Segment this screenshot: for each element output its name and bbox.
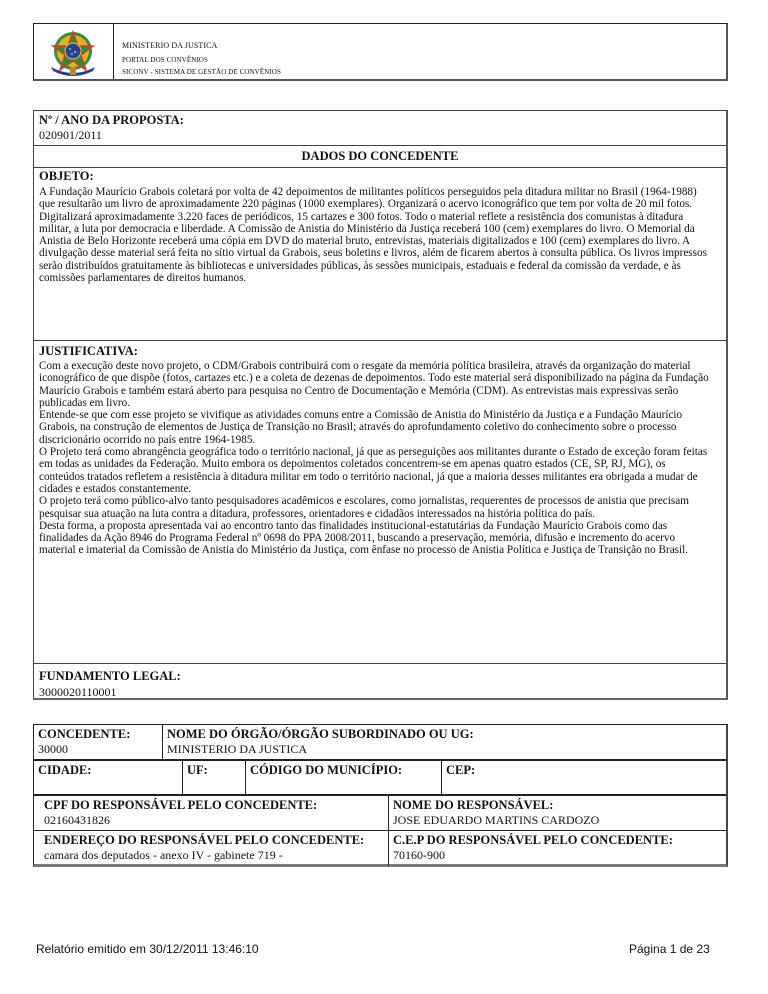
justificativa-row bbox=[34, 340, 726, 664]
fundamento-value: 3000020110001 bbox=[39, 685, 117, 699]
concedente-value: 30000 bbox=[38, 742, 68, 756]
nome-responsavel-value: JOSE EDUARDO MARTINS CARDOZO bbox=[393, 813, 600, 827]
page-number: Página 1 de 23 bbox=[629, 942, 710, 956]
justificativa-label: JUSTIFICATIVA: bbox=[39, 344, 138, 358]
endereco-cell bbox=[34, 831, 389, 866]
cep-label: CEP: bbox=[446, 763, 476, 777]
brazil-coat-of-arms-icon bbox=[43, 29, 103, 77]
nome-responsavel-label: NOME DO RESPONSÁVEL: bbox=[393, 798, 554, 812]
cpf-label: CPF DO RESPONSÁVEL PELO CONCEDENTE: bbox=[44, 798, 318, 812]
objeto-text bbox=[39, 186, 712, 284]
system-name: SICONV - SISTEMA DE GESTÃO DE CONVÊNIOS bbox=[122, 68, 281, 76]
cep-responsavel-value: 70160-900 bbox=[393, 848, 445, 862]
codigo-municipio-cell bbox=[246, 761, 442, 796]
report-header bbox=[33, 23, 728, 81]
section-title: DADOS DO CONCEDENTE bbox=[301, 149, 459, 163]
section-title-row bbox=[34, 145, 726, 168]
logo-cell bbox=[34, 24, 114, 79]
endereco-value: camara dos deputados - anexo IV - gabinete 719 - bbox=[44, 848, 283, 862]
concedente-label: CONCEDENTE: bbox=[38, 727, 131, 741]
cidade-label: CIDADE: bbox=[38, 763, 92, 777]
cidade-cell bbox=[34, 761, 183, 796]
justificativa-paragraph: Entende-se que com esse projeto se vivifique as atividades comuns entre a Comissão de Anistia do Ministério da Justiça e a Fundação Maurício Grabois, na construção de elementos de Justiça de Transição no Brasil; através do aprofundamento coletivo do conhecimento sobre o processo discricionário ocorrido no país entre 1964-1985. bbox=[39, 409, 683, 446]
justificativa-paragraph: O Projeto terá como abrangência geográfica todo o território nacional, já que as perseguições aos militantes durante o Estado de exceção foram feitas em todas as unidades da Federação. Muito embora os depoimentos coletados concentrem-se em apenas quatro estados (CE, SP, RJ, MG), os conteúdos tratados refletem a resistência à ditadura militar em todo o território nacional, já que a maioria desses militantes era obrigada a mudar de cidades e estados constantemente. bbox=[39, 446, 708, 495]
portal-name: PORTAL DOS CONVÊNIOS bbox=[122, 56, 208, 64]
ministry-name: MINISTERIO DA JUSTICA bbox=[122, 41, 218, 50]
proposal-details-table bbox=[33, 110, 728, 700]
justificativa-paragraph: Com a execução deste novo projeto, o CDM/Grabois contribuirá com o resgate da memória política brasileira, através da organização do material iconográfico de que dispõe (fotos, cartazes etc.) e a coleta de dezenas de depoimentos. Todo este material será disponibilizado na página da Fundação Maurício Grabois e também estará aberto para pesquisa no Centro de Documentação e Memória (CDM). As entrevistas mais expressivas serão publicadas em livro. bbox=[39, 360, 709, 409]
cpf-cell bbox=[34, 796, 389, 831]
orgao-cell bbox=[163, 725, 726, 761]
endereco-label: ENDEREÇO DO RESPONSÁVEL PELO CONCEDENTE: bbox=[44, 833, 365, 847]
cep-cell bbox=[442, 761, 726, 796]
orgao-label: NOME DO ÓRGÃO/ÓRGÃO SUBORDINADO OU UG: bbox=[167, 727, 474, 741]
proposta-label: Nº / ANO DA PROPOSTA: bbox=[39, 113, 184, 127]
nome-responsavel-cell bbox=[389, 796, 726, 831]
cep-responsavel-cell bbox=[389, 831, 726, 866]
fundamento-label: FUNDAMENTO LEGAL: bbox=[39, 669, 181, 683]
objeto-paragraph: A Fundação Maurício Grabois coletará por volta de 42 depoimentos de militantes políticos perseguidos pela ditadura militar no Brasil (1964-1988) que resultarão um livro de aproximadamente 220 páginas (1000 exemplares). Organizará o acervo iconográfico que tem por volta de 20 mil fotos. Digitalizará aproximadamente 3.220 faces de periódicos, 15 cartazes e 300 fotos. Todo o material reflete a resistência dos comunistas à ditadura militar, a luta por democracia e liberdade. A Comissão de Anistia do Ministério da Justiça receberá 100 (cem) exemplares do livro. O Memorial da Anistia de Belo Horizonte receberá uma cópia em DVD do material bruto, entrevistas, materiais digitalizados e 100 (cem) exemplares do livro. A divulgação desse material será feita no sítio virtual da Grabois, seus boletins e livros, além de ficarem abertos à consulta pública. Os livros impressos serão distribuídos gratuitamente às bibliotecas e universidades públicas, às sessões municipais, estaduais e federal da comissão da verdade, e às comissões parlamentares de direitos humanos. bbox=[39, 186, 707, 285]
uf-cell bbox=[183, 761, 246, 796]
concedente-cell bbox=[34, 725, 163, 761]
justificativa-text bbox=[39, 360, 712, 557]
report-emitted-timestamp: Relatório emitido em 30/12/2011 13:46:10 bbox=[36, 942, 259, 956]
fundamento-row bbox=[34, 663, 726, 699]
justificativa-paragraph: O projeto terá como público-alvo tanto pesquisadores acadêmicos e escolares, como jornalistas, requerentes de processos de anistia que precisam pesquisar sua atuação na luta contra a ditadura, professores, orientadores e cidadãos interessados na história política do país. bbox=[39, 495, 689, 520]
objeto-label: OBJETO: bbox=[39, 169, 94, 183]
proposta-value: 020901/2011 bbox=[39, 128, 102, 142]
codigo-municipio-label: CÓDIGO DO MUNICÍPIO: bbox=[250, 763, 403, 777]
concedente-table bbox=[33, 724, 728, 867]
cep-responsavel-label: C.E.P DO RESPONSÁVEL PELO CONCEDENTE: bbox=[393, 833, 673, 847]
uf-label: UF: bbox=[187, 763, 208, 777]
cpf-value: 02160431826 bbox=[44, 813, 110, 827]
proposta-row bbox=[34, 111, 726, 146]
justificativa-paragraph: Desta forma, a proposta apresentada vai ao encontro tanto das finalidades institucional-estatutárias da Fundação Maurício Grabois como das finalidades da Ação 8946 do Programa Federal nº 0698 do PPA 2008/2011, buscando a preservação, memória, difusão e incremento do acervo material e imaterial da Comissão de Anistia do Ministério da Justiça, com ênfase no processo de Anistia Política e Justiça de Transição no Brasil. bbox=[39, 519, 689, 557]
orgao-value: MINISTERIO DA JUSTICA bbox=[167, 742, 308, 756]
objeto-row bbox=[34, 167, 726, 341]
